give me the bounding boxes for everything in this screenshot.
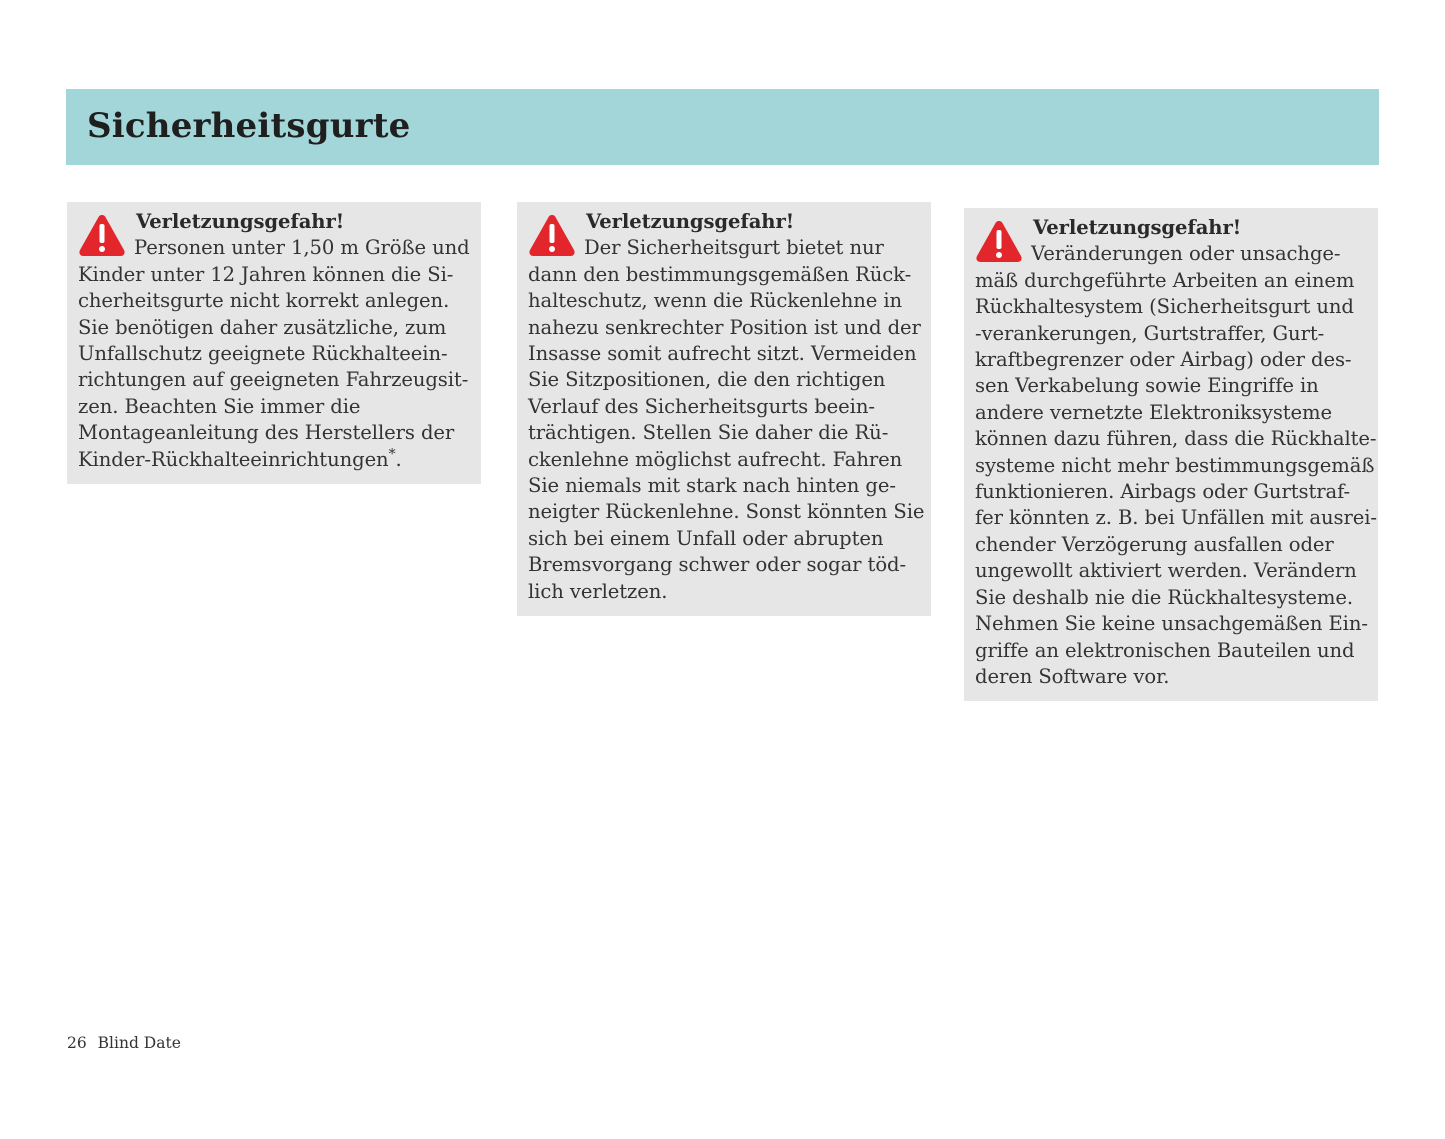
warning-text-line: griffe an elektronischen Bauteilen und bbox=[975, 638, 1355, 662]
trailing-period: . bbox=[395, 447, 402, 471]
warning-box bbox=[964, 208, 1378, 701]
warning-text-line: -verankerungen, Gurtstraffer, Gurt- bbox=[975, 321, 1325, 345]
warning-text-line: neigter Rückenlehne. Sonst könnten Sie bbox=[528, 500, 925, 524]
warning-text-line: Insasse somit aufrecht sitzt. Vermeiden bbox=[528, 342, 917, 366]
warning-text-line: kraftbegrenzer oder Airbag) oder des- bbox=[975, 348, 1352, 372]
warning-triangle-icon bbox=[975, 218, 1023, 265]
warning-text-line: halteschutz, wenn die Rückenlehne in bbox=[528, 289, 903, 313]
warning-text-line: Verlauf des Sicherheitsgurts beein- bbox=[528, 394, 875, 418]
footer-section-title: Blind Date bbox=[97, 1034, 181, 1052]
warning-text-line: chender Verzögerung ausfallen oder bbox=[975, 532, 1334, 556]
warning-text-line: zen. Beachten Sie immer die bbox=[78, 394, 361, 418]
warning-heading: Verletzungsgefahr! bbox=[136, 210, 345, 233]
warning-heading: Verletzungsgefahr! bbox=[1033, 216, 1242, 239]
warning-text-line: Sie Sitzpositionen, die den richtigen bbox=[528, 368, 886, 392]
warning-text-line: Der Sicherheitsgurt bietet nur bbox=[584, 236, 884, 260]
warning-text: Kinder-Rückhalteeinrichtungen bbox=[78, 447, 389, 471]
warning-text-line: Sie deshalb nie die Rückhaltesysteme. bbox=[975, 585, 1353, 609]
warning-text-line: Sie niemals mit stark nach hinten ge- bbox=[528, 474, 896, 498]
warning-box bbox=[67, 202, 481, 484]
warning-triangle-icon bbox=[78, 212, 126, 259]
warning-text-line: dann den bestimmungsgemäßen Rück- bbox=[528, 262, 912, 286]
warning-text-line: lich verletzen. bbox=[528, 579, 668, 603]
warning-text-line: ungewollt aktiviert werden. Verändern bbox=[975, 559, 1357, 583]
page-footer bbox=[67, 1033, 181, 1053]
warning-text-line: Sie benötigen daher zusätzliche, zum bbox=[78, 315, 447, 339]
section-header bbox=[66, 89, 1379, 165]
warning-text-line: können dazu führen, dass die Rückhalte- bbox=[975, 427, 1377, 451]
warning-text-line: trächtigen. Stellen Sie daher die Rü- bbox=[528, 421, 889, 445]
warning-text-line: Montageanleitung des Herstellers der bbox=[78, 421, 455, 445]
warning-triangle-icon bbox=[528, 212, 576, 259]
warning-text-line: deren Software vor. bbox=[975, 664, 1170, 688]
warning-text-line: Veränderungen oder unsachge- bbox=[1031, 242, 1341, 266]
warning-text-line: Unfallschutz geeignete Rückhalteein- bbox=[78, 342, 448, 366]
warning-text-line: Bremsvorgang schwer oder sogar töd- bbox=[528, 553, 906, 577]
warning-text-line: Personen unter 1,50 m Größe und bbox=[134, 236, 470, 260]
warning-text-line: fer könnten z. B. bei Unfällen mit ausrei- bbox=[975, 506, 1377, 530]
page-number: 26 bbox=[67, 1034, 87, 1052]
warning-heading: Verletzungsgefahr! bbox=[586, 210, 795, 233]
warning-text-line: Nehmen Sie keine unsachgemäßen Ein- bbox=[975, 612, 1368, 636]
warning-text-line: richtungen auf geeigneten Fahrzeugsit- bbox=[78, 368, 469, 392]
footnote-mark: * bbox=[388, 446, 396, 463]
warning-text-line: andere vernetzte Elektroniksysteme bbox=[975, 400, 1333, 424]
warning-text-line: funktionieren. Airbags oder Gurtstraf- bbox=[975, 480, 1351, 504]
warning-text-line: systeme nicht mehr bestimmungsgemäß bbox=[975, 453, 1375, 477]
warning-text-line: Rückhaltesystem (Sicherheitsgurt und bbox=[975, 295, 1354, 319]
warning-text-line: cherheitsgurte nicht korrekt anlegen. bbox=[78, 289, 450, 313]
warning-text-line: ckenlehne möglichst aufrecht. Fahren bbox=[528, 447, 903, 471]
page-title: Sicherheitsgurte bbox=[87, 106, 411, 146]
warning-text-line: mäß durchgeführte Arbeiten an einem bbox=[975, 268, 1355, 292]
warning-text-line: sich bei einem Unfall oder abrupten bbox=[528, 526, 884, 550]
warning-text-line: sen Verkabelung sowie Eingriffe in bbox=[975, 374, 1319, 398]
warning-box bbox=[517, 202, 931, 616]
warning-text-line: Kinder unter 12 Jahren können die Si- bbox=[78, 262, 454, 286]
warning-text-line-last bbox=[78, 447, 471, 473]
warning-text-line: nahezu senkrechter Position ist und der bbox=[528, 315, 921, 339]
